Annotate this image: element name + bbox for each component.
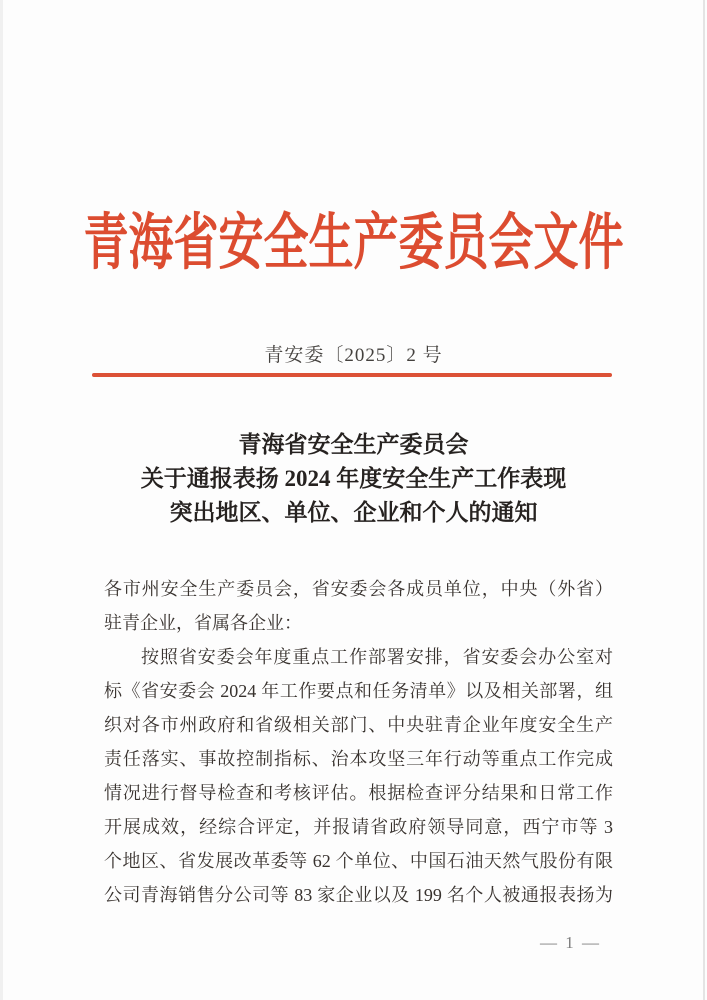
paragraph-line: 标《省安委会 2024 年工作要点和任务清单》以及相关部署，组 [104, 681, 613, 701]
paragraph-line: 责任落实、事故控制指标、治本攻坚三年行动等重点工作完成 [104, 749, 613, 769]
salutation-line: 驻青企业，省属各企业： [104, 613, 302, 633]
paragraph-line: 开展成效，经综合评定，并报请省政府领导同意，西宁市等 3 [104, 817, 613, 837]
letterhead-agency-title: 青海省安全生产委员会文件 [83, 208, 624, 277]
paragraph-line: 公司青海销售分公司等 83 家企业以及 199 名个人被通报表扬为 [104, 885, 613, 905]
paragraph-line: 按照省安委会年度重点工作部署安排，省安委会办公室对 [141, 647, 613, 667]
red-divider-line [92, 373, 612, 377]
document-title-line-1: 青海省安全生产委员会 [238, 432, 469, 457]
page-left-edge [0, 0, 3, 1000]
document-body [104, 572, 613, 912]
page-number: — 1 — [540, 933, 601, 952]
document-title-line-2: 关于通报表扬 2024 年度安全生产工作表现 [140, 466, 567, 491]
salutation-line: 各市州安全生产委员会，省安委会各成员单位，中央（外省） [104, 579, 613, 599]
document-title [60, 428, 647, 530]
paragraph-line: 个地区、省发展改革委等 62 个单位、中国石油天然气股份有限 [104, 851, 613, 871]
document-title-line-3: 突出地区、单位、企业和个人的通知 [169, 500, 538, 525]
paragraph-line: 织对各市州政府和省级相关部门、中央驻青企业年度安全生产 [104, 715, 613, 735]
page-right-edge [703, 0, 705, 1000]
document-number: 青安委〔2025〕2 号 [264, 345, 443, 366]
paragraph-line: 情况进行督导检查和考核评估。根据检查评分结果和日常工作 [104, 783, 613, 803]
